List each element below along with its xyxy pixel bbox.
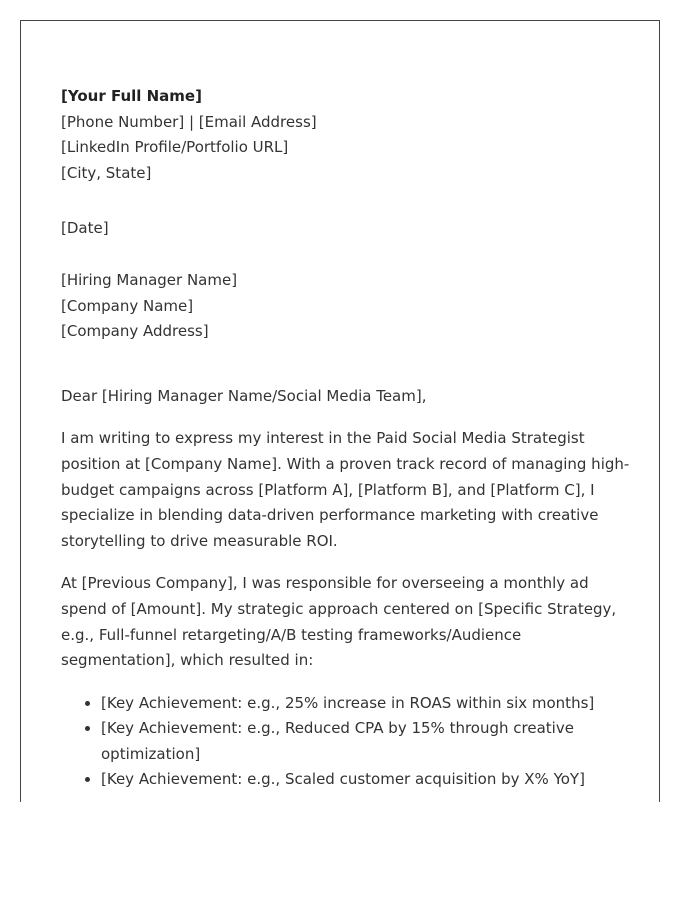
sender-block	[61, 84, 631, 186]
sender-contact: [Phone Number] | [Email Address]	[61, 112, 317, 131]
paragraph-experience: At [Previous Company], I was responsible for overseeing a monthly ad spend of [Amount]. My strategic approach centered on [Specific Strategy, e.g., Full-funnel retargeting/A/B testing frameworks/Audience segmentation], which resulted in:	[61, 574, 617, 670]
sender-linkedin: [LinkedIn Profile/Portfolio URL]	[61, 138, 289, 157]
document-page	[20, 20, 660, 802]
paragraph-intro: I am writing to express my interest in the Paid Social Media Strategist position at [Company Name]. With a proven track record of managing high-budget campaigns across [Platform A], [Platform B], and [Platform C], I specialize in blending data-driven performance marketing with creative storytelling to drive measurable ROI.	[61, 429, 630, 550]
sender-full-name: [Your Full Name]	[61, 87, 202, 105]
date-block	[61, 216, 631, 242]
list-item: • [Key Achievement: e.g., 25% increase in ROAS within six months]	[101, 691, 631, 717]
list-item: • [Key Achievement: e.g., Reduced CPA by 15% through creative optimization]	[101, 716, 631, 767]
recipient-block	[61, 268, 631, 345]
list-item: • [Key Achievement: e.g., Scaled customer acquisition by X% YoY]	[101, 767, 631, 793]
cover-letter-body	[61, 84, 631, 793]
letter-date: [Date]	[61, 219, 109, 238]
achievements-list	[61, 691, 631, 793]
salutation: Dear [Hiring Manager Name/Social Media Team],	[61, 386, 427, 405]
recipient-address: [Company Address]	[61, 322, 209, 341]
sender-location: [City, State]	[61, 163, 152, 182]
recipient-name: [Hiring Manager Name]	[61, 270, 238, 289]
recipient-company: [Company Name]	[61, 296, 194, 315]
